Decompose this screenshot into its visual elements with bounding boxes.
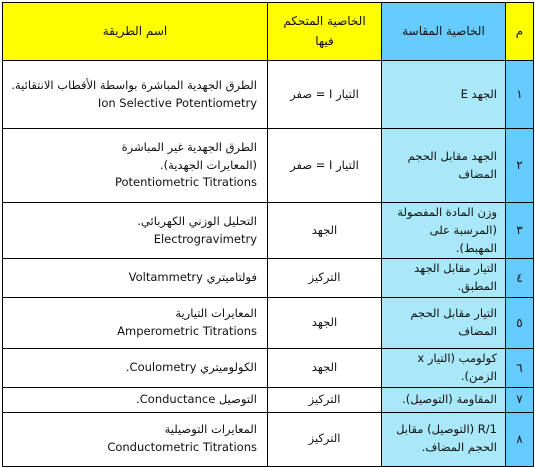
row-number: ٢ xyxy=(506,129,534,203)
measured-property-cell xyxy=(382,349,506,388)
measured-property-line: الحجم المضاف. xyxy=(421,440,497,455)
table-row xyxy=(3,349,534,388)
table-body xyxy=(3,61,534,467)
measured-property-cell xyxy=(382,129,506,203)
table-row xyxy=(3,203,534,259)
measured-property-cell xyxy=(382,298,506,349)
table-row xyxy=(3,61,534,129)
measured-property-cell xyxy=(382,203,506,259)
table-row xyxy=(3,412,534,466)
method-name-line: فولتاميتري Voltammetry xyxy=(128,270,257,285)
measured-property-line: الجهد E xyxy=(460,86,497,101)
row-number: ٥ xyxy=(506,298,534,349)
header-num: م xyxy=(506,3,534,61)
method-name-line: التوصيل Conductance. xyxy=(136,391,257,406)
row-number: ١ xyxy=(506,61,534,129)
method-name-cell xyxy=(3,259,268,298)
row-number: ٧ xyxy=(506,387,534,412)
controlled-property-cell: التركيز xyxy=(268,387,382,412)
controlled-property-cell: الجهد xyxy=(268,203,382,259)
table-row xyxy=(3,298,534,349)
method-name-line: Conductometric Titrations xyxy=(107,440,257,455)
measured-property-line: المضاف xyxy=(458,324,497,339)
measured-property-line: الجهد مقابل الحجم xyxy=(407,148,497,163)
method-name-cell xyxy=(3,203,268,259)
method-name-line: التحليل الوزني الكهربائي. xyxy=(137,213,257,228)
row-number: ٣ xyxy=(506,203,534,259)
row-number: ٨ xyxy=(506,412,534,466)
method-name-cell xyxy=(3,129,268,203)
measured-property-line: 1/R (التوصيل) مقابل xyxy=(396,422,497,437)
controlled-property-cell: التيار I = صفر xyxy=(268,129,382,203)
method-name-cell xyxy=(3,387,268,412)
method-name-cell xyxy=(3,349,268,388)
method-name-cell xyxy=(3,298,268,349)
method-name-line: Ion Selective Potentiometry xyxy=(97,95,257,110)
measured-property-cell xyxy=(382,61,506,129)
measured-property-cell xyxy=(382,412,506,466)
method-name-line: المعايرات التيارية xyxy=(175,306,257,321)
table-row xyxy=(3,129,534,203)
measured-property-cell xyxy=(382,259,506,298)
controlled-property-cell: الجهد xyxy=(268,298,382,349)
measured-property-line: (المرسبة على المهبط). xyxy=(429,222,497,255)
method-name-cell xyxy=(3,412,268,466)
controlled-property-cell: التركيز xyxy=(268,412,382,466)
header-measured-property: الخاصية المقاسة xyxy=(382,3,506,61)
table-row xyxy=(3,259,534,298)
table-row xyxy=(3,387,534,412)
controlled-property-cell: الجهد xyxy=(268,349,382,388)
method-name-line: المعايرات التوصيلية xyxy=(164,422,257,437)
methods-table xyxy=(2,2,534,467)
method-name-line: الكولوميتري Coulometry. xyxy=(125,359,257,374)
header-controlled-property: الخاصية المتحكم فيها xyxy=(268,3,382,61)
measured-property-line: وزن المادة المفصولة xyxy=(397,205,497,219)
controlled-property-cell: التركيز xyxy=(268,259,382,298)
measured-property-cell xyxy=(382,387,506,412)
measured-property-line: المقاومة (التوصيل). xyxy=(402,391,497,406)
method-name-line: الطرق الجهدية غير المباشرة xyxy=(121,139,257,154)
controlled-property-cell: التيار I = صفر xyxy=(268,61,382,129)
method-name-line: Potentiometric Titrations xyxy=(114,175,257,190)
header-method-name: اسم الطريقة xyxy=(3,3,268,61)
header-row xyxy=(3,3,534,61)
measured-property-line: كولومب (التيار x الزمن). xyxy=(417,351,497,383)
row-number: ٤ xyxy=(506,259,534,298)
row-number: ٦ xyxy=(506,349,534,388)
method-name-line: Electrogravimetry xyxy=(153,231,257,246)
method-name-line: (المعايرات الجهدية). xyxy=(159,157,257,172)
measured-property-line: المضاف xyxy=(458,166,497,181)
method-name-line: Amperometric Titrations xyxy=(117,324,257,339)
measured-property-line: التيار مقابل الحجم xyxy=(410,306,497,321)
method-name-line: الطرق الجهدية المباشرة بواسطة الأقطاب الانتقائية. xyxy=(11,77,257,92)
method-name-cell xyxy=(3,61,268,129)
measured-property-line: التيار مقابل الجهد المطبق. xyxy=(414,261,497,294)
